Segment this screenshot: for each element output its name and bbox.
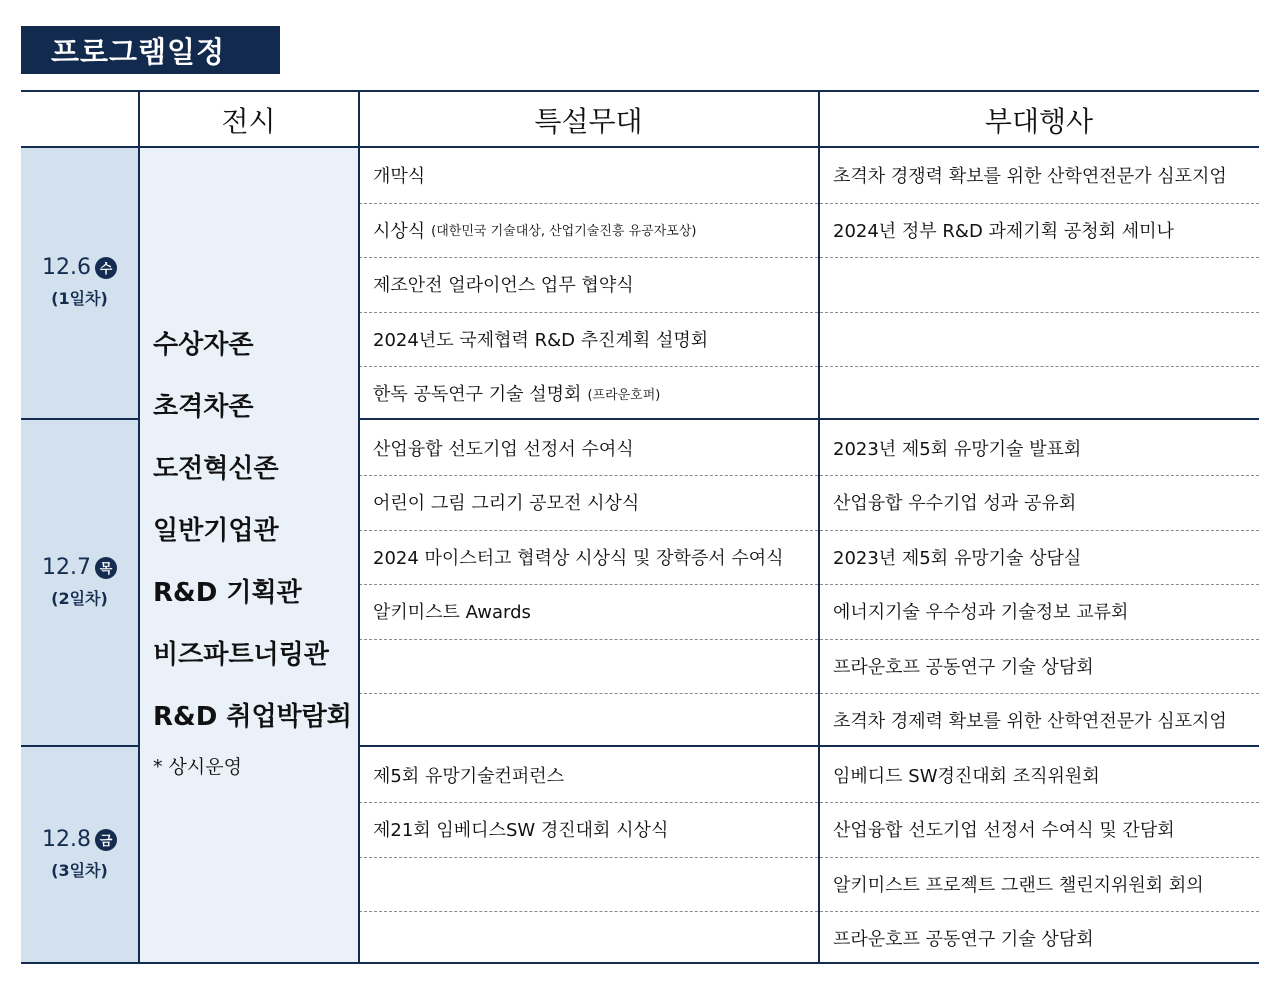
stage-event-title: 제조안전 얼라이언스 업무 협약식 [373, 275, 634, 297]
weekday-badge: 금 [95, 829, 117, 851]
row-separator [359, 530, 1259, 531]
day-label-1 [21, 255, 138, 309]
exhibition-zone: R&D 기획관 [153, 578, 302, 608]
day-sub: (1일차) [51, 289, 108, 308]
stage-event-cell [373, 530, 813, 584]
stage-event-note: (대한민국 기술대상, 산업기술진흥 유공자포상) [431, 224, 697, 240]
stage-event-title: 한독 공독연구 기술 설명회 [373, 384, 582, 406]
row-separator [359, 475, 1259, 476]
day-date: 12.7 [42, 555, 91, 580]
side-event-cell [833, 312, 1253, 366]
side-event-cell: 임베디드 SW경진대회 조직위원회 [833, 765, 1100, 787]
stage-event-cell [373, 421, 813, 475]
exhibition-note: * 상시운영 [153, 756, 242, 778]
row-separator [359, 257, 1259, 258]
day-separator [21, 418, 139, 420]
stage-event-cell [373, 148, 813, 202]
stage-event-cell [373, 639, 813, 693]
stage-event-cell [373, 257, 813, 311]
side-event-cell [833, 366, 1253, 420]
exhibition-zone-list [153, 326, 352, 760]
stage-event-title: 어린이 그림 그리기 공모전 시상식 [373, 493, 640, 515]
side-event-cell: 초격차 경제력 확보를 위한 산학연전문가 심포지엄 [833, 711, 1227, 733]
stage-event-cell [373, 748, 813, 802]
table-top-border [21, 90, 1259, 92]
row-separator [359, 639, 1259, 640]
side-event-cell: 알키미스트 프로젝트 그랜드 챌린지위원회 회의 [833, 874, 1204, 896]
stage-event-cell [373, 693, 813, 747]
stage-event-title: 개막식 [373, 166, 426, 187]
row-separator [359, 911, 1259, 912]
side-event-cell: 2024년 정부 R&D 과제기획 공청회 세미나 [833, 220, 1174, 242]
header-exhibition: 전시 [221, 104, 276, 138]
side-event-cell: 에너지기술 우수성과 기술정보 교류회 [833, 602, 1129, 624]
weekday-badge: 목 [95, 557, 117, 579]
day-separator [359, 418, 1259, 420]
day-separator [359, 745, 1259, 747]
column-divider [358, 90, 360, 964]
day-sub: (3일차) [51, 861, 108, 880]
stage-event-cell [373, 584, 813, 638]
column-divider [138, 90, 140, 964]
stage-event-cell [373, 802, 813, 856]
stage-event-cell [373, 911, 813, 965]
day-date: 12.8 [42, 827, 91, 852]
exhibition-zone: 초격차존 [153, 392, 254, 422]
stage-event-cell [373, 366, 813, 420]
stage-event-cell [373, 203, 813, 257]
exhibition-zone: 비즈파트너링관 [153, 640, 329, 670]
day-sub: (2일차) [51, 589, 108, 608]
day-label-3 [21, 827, 138, 881]
row-separator [359, 802, 1259, 803]
day-date: 12.6 [42, 255, 91, 280]
stage-event-title: 시상식 [373, 220, 426, 242]
side-event-cell: 산업융합 우수기업 성과 공유회 [833, 493, 1077, 515]
stage-event-title: 산업융합 선도기업 선정서 수여식 [373, 438, 634, 460]
side-event-cell [833, 257, 1253, 311]
row-separator [359, 584, 1259, 585]
stage-event-title: 알키미스트 Awards [373, 602, 531, 624]
side-event-cell: 프라운호프 공동연구 기술 상담회 [833, 929, 1094, 951]
day-separator [21, 745, 139, 747]
stage-event-title: 제21회 임베디스SW 경진대회 시상식 [373, 820, 669, 842]
side-event-cell: 초격차 경쟁력 확보를 위한 산학연전문가 심포지엄 [833, 166, 1227, 187]
header-special-stage: 특설무대 [534, 104, 643, 138]
header-bottom-border [21, 146, 1259, 148]
stage-event-cell [373, 312, 813, 366]
row-separator [359, 693, 1259, 694]
stage-event-cell [373, 857, 813, 911]
row-separator [359, 366, 1259, 367]
column-divider [818, 90, 820, 964]
stage-event-title: 2024 마이스터고 협력상 시상식 및 장학증서 수여식 [373, 547, 784, 569]
exhibition-zone: 도전혁신존 [153, 454, 279, 484]
stage-event-title: 2024년도 국제협력 R&D 추진계획 설명회 [373, 329, 709, 351]
header-side-events: 부대행사 [984, 104, 1094, 138]
exhibition-zone: R&D 취업박람회 [153, 702, 352, 732]
stage-event-note: (프라운호퍼) [587, 387, 661, 403]
row-separator [359, 312, 1259, 313]
side-event-cell: 프라운호프 공동연구 기술 상담회 [833, 656, 1094, 678]
table-bottom-border [21, 962, 1259, 964]
row-separator [359, 203, 1259, 204]
stage-event-title: 제5회 유망기술컨퍼런스 [373, 765, 565, 787]
day-label-2 [21, 555, 138, 609]
side-event-cell: 산업융합 선도기업 선정서 수여식 및 간담회 [833, 820, 1175, 842]
exhibition-zone: 수상자존 [153, 330, 254, 360]
page-title: 프로그램일정 [21, 26, 280, 74]
exhibition-zone: 일반기업관 [153, 516, 279, 546]
side-event-cell: 2023년 제5회 유망기술 발표회 [833, 438, 1082, 460]
weekday-badge: 수 [95, 257, 117, 279]
row-separator [359, 857, 1259, 858]
stage-event-cell [373, 475, 813, 529]
side-event-cell: 2023년 제5회 유망기술 상담실 [833, 547, 1082, 569]
